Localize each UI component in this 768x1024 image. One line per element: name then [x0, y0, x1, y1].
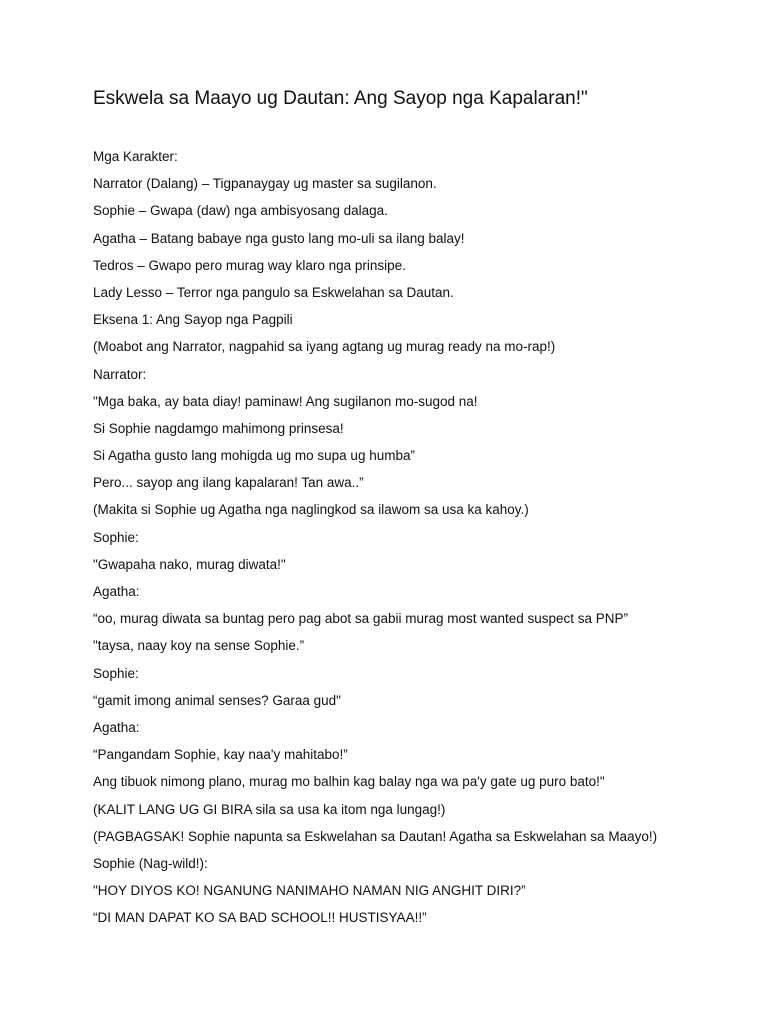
- text-line: “Pangandam Sophie, kay naa'y mahitabo!”: [93, 747, 348, 763]
- document-body: [93, 147, 733, 935]
- text-line: "Mga baka, ay bata diay! paminaw! Ang sugilanon mo-sugod na!: [93, 393, 478, 409]
- text-line: Lady Lesso – Terror nga pangulo sa Eskwelahan sa Dautan.: [93, 284, 454, 300]
- text-line: "taysa, naay koy na sense Sophie.”: [93, 638, 305, 654]
- text-line: Sophie:: [93, 529, 139, 545]
- text-line: Mga Karakter:: [93, 149, 178, 164]
- text-line: Sophie – Gwapa (daw) nga ambisyosang dalaga.: [93, 203, 388, 219]
- text-line: “gamit imong animal senses? Garaa gud": [93, 692, 341, 708]
- text-line: “DI MAN DAPAT KO SA BAD SCHOOL!! HUSTISYAA!!”: [93, 910, 427, 926]
- text-line: (PAGBAGSAK! Sophie napunta sa Eskwelahan sa Dautan! Agatha sa Eskwelahan sa Maayo!): [93, 828, 658, 844]
- text-line: Agatha:: [93, 719, 140, 735]
- text-line: “oo, murag diwata sa buntag pero pag abot sa gabii murag most wanted suspect sa PNP”: [93, 611, 629, 627]
- text-line: Sophie (Nag-wild!):: [93, 855, 208, 871]
- text-line: (Moabot ang Narrator, nagpahid sa iyang agtang ug murag ready na mo-rap!): [93, 339, 556, 355]
- text-line: Narrator:: [93, 366, 147, 382]
- text-line: Pero... sayop ang ilang kapalaran! Tan awa..”: [93, 475, 364, 491]
- text-line: (KALIT LANG UG GI BIRA sila sa usa ka itom nga lungag!): [93, 801, 446, 817]
- text-line: Narrator (Dalang) – Tigpanaygay ug master sa sugilanon.: [93, 176, 437, 192]
- text-line: Ang tibuok nimong plano, murag mo balhin kag balay nga wa pa'y gate ug puro bato!": [93, 774, 605, 790]
- text-line: Tedros – Gwapo pero murag way klaro nga prinsipe.: [93, 257, 406, 273]
- text-line: (Makita si Sophie ug Agatha nga naglingkod sa ilawom sa usa ka kahoy.): [93, 502, 529, 518]
- document-title: Eskwela sa Maayo ug Dautan: Ang Sayop nga Kapalaran!": [93, 88, 588, 109]
- text-line: Eksena 1: Ang Sayop nga Pagpili: [93, 312, 293, 328]
- text-line: Si Sophie nagdamgo mahimong prinsesa!: [93, 420, 344, 436]
- text-line: "Gwapaha nako, murag diwata!": [93, 556, 286, 572]
- text-line: Si Agatha gusto lang mohigda ug mo supa ug humba”: [93, 448, 415, 464]
- text-line: Sophie:: [93, 665, 139, 681]
- text-line: Agatha – Batang babaye nga gusto lang mo-uli sa ilang balay!: [93, 230, 465, 246]
- text-line: "HOY DIYOS KO! NGANUNG NANIMAHO NAMAN NIG ANGHIT DIRI?”: [93, 883, 526, 899]
- text-line: Agatha:: [93, 584, 140, 599]
